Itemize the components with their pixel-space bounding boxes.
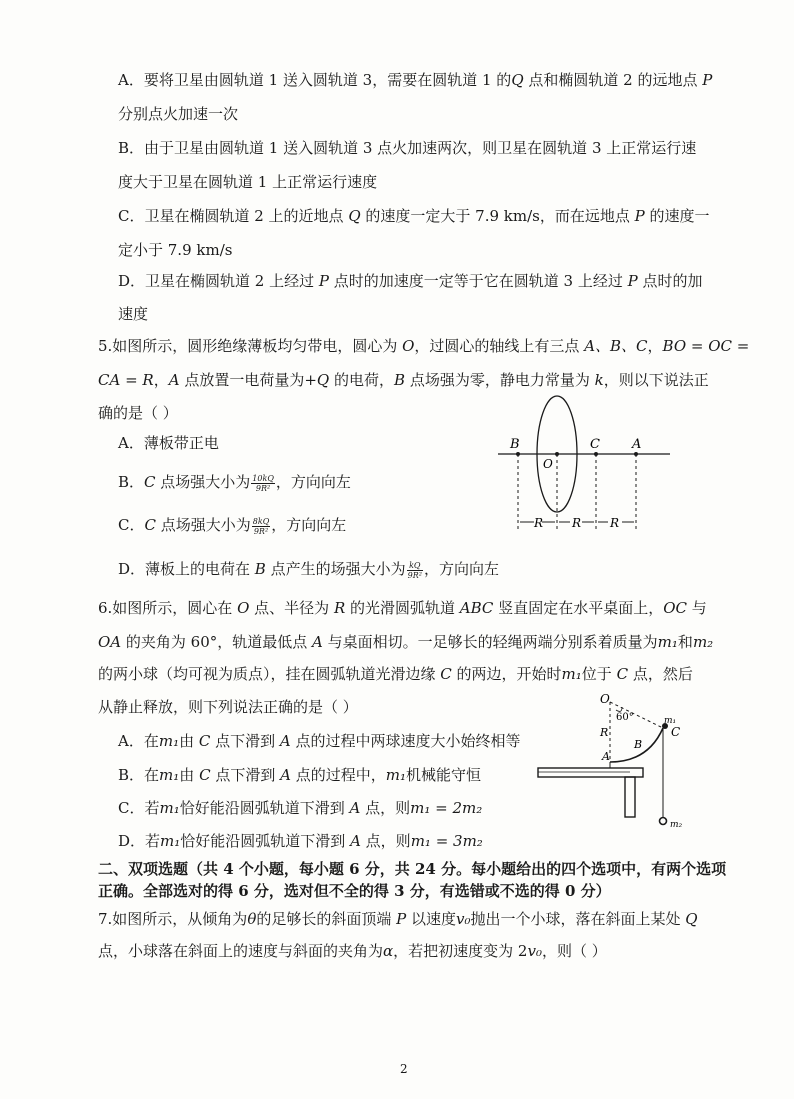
var: C xyxy=(199,766,211,784)
var: Q xyxy=(511,71,524,89)
text: 速度 xyxy=(118,305,149,323)
q4-option-b-line1 xyxy=(118,138,696,158)
q6-stem-line2 xyxy=(98,632,713,652)
text: 由 xyxy=(179,766,200,784)
var: R xyxy=(333,599,346,617)
var: P xyxy=(634,207,645,225)
text: D．卫星在椭圆轨道 2 上经过 xyxy=(118,272,319,290)
text: ， xyxy=(647,337,663,355)
label-c: C xyxy=(671,725,681,739)
var: A xyxy=(349,799,361,817)
fraction xyxy=(251,474,275,493)
q4-option-d-line1 xyxy=(118,271,702,291)
text: ，若把初速度变为 2 xyxy=(393,942,528,960)
var: ABC xyxy=(459,599,494,617)
text: 与 xyxy=(686,599,707,617)
q5-option-a xyxy=(118,433,219,453)
var: m₁ xyxy=(159,766,180,784)
text: 抛出一个小球，落在斜面上某处 xyxy=(470,910,686,928)
q5-stem-line2 xyxy=(98,370,709,390)
equation: CA = R xyxy=(98,371,154,389)
text: 点，则 xyxy=(360,832,411,850)
var: m₁ xyxy=(657,633,678,651)
label-a: A xyxy=(632,437,642,452)
q6-stem-line4 xyxy=(98,697,358,717)
text: 的速度一 xyxy=(644,207,710,225)
var: B xyxy=(394,371,406,389)
text: 的两小球（均可视为质点），挂在圆弧轨道光滑边缘 xyxy=(98,665,441,683)
label-r-3: R xyxy=(610,516,620,530)
var: A xyxy=(168,371,180,389)
var: P xyxy=(318,272,329,290)
text: 与桌面相切。一足够长的轻绳两端分别系着质量为 xyxy=(322,633,658,651)
var: v₀ xyxy=(456,910,471,928)
text: 分别点火加速一次 xyxy=(118,105,239,123)
label-c: C xyxy=(590,437,600,452)
q4-option-c-line1 xyxy=(118,206,710,226)
q4-option-d-line2 xyxy=(118,304,148,324)
text: 点下滑到 xyxy=(210,766,281,784)
text: A．在 xyxy=(118,732,159,750)
q4-option-a-line1 xyxy=(118,70,712,90)
q6-stem-line3 xyxy=(98,664,693,684)
label-b: B xyxy=(634,738,643,751)
text: C． xyxy=(118,516,145,534)
text: 点，则 xyxy=(360,799,411,817)
text: A．薄板带正电 xyxy=(118,434,219,452)
q7-stem-line2 xyxy=(98,941,607,961)
label-r: R xyxy=(600,726,609,739)
var: m₁ xyxy=(159,799,180,817)
equation: m₁ = 2m₂ xyxy=(410,799,483,817)
text: 定小于 7.9 km/s xyxy=(118,241,233,259)
text: 点场强为零，静电力常量为 xyxy=(405,371,595,389)
var: α xyxy=(383,942,394,960)
section2-heading-line1 xyxy=(98,859,726,879)
denominator: 9R² xyxy=(253,526,269,536)
var: C xyxy=(440,665,452,683)
var: v₀ xyxy=(527,942,542,960)
text: 的足够长的斜面顶端 xyxy=(256,910,397,928)
text: 点放置一电荷量为+ xyxy=(179,371,317,389)
text: 正确。全部选对的得 6 分，选对但不全的得 3 分，有选错或不选的得 0 分） xyxy=(98,882,611,900)
q6-option-d xyxy=(118,831,483,851)
text: ，方向向左 xyxy=(271,516,347,534)
text: B．在 xyxy=(118,766,160,784)
q5-option-b xyxy=(118,472,351,493)
text: 确的是（ ） xyxy=(98,404,178,422)
text: 以速度 xyxy=(406,910,456,928)
text: D．若 xyxy=(118,832,161,850)
var: A xyxy=(350,832,361,850)
text: ，过圆心的轴线上有三点 xyxy=(414,337,585,355)
text: A．要将卫星由圆轨道 1 送入圆轨道 3，需要在圆轨道 1 的 xyxy=(118,71,512,89)
text: 的速度一定大于 7.9 km/s，而在远地点 xyxy=(360,207,635,225)
var: OA xyxy=(98,633,122,651)
var: m₁ xyxy=(385,766,406,784)
text: ，方向向左 xyxy=(275,473,351,491)
text: 点，然后 xyxy=(628,665,693,683)
q6-option-b xyxy=(118,765,481,785)
fraction xyxy=(407,561,423,580)
text: 位于 xyxy=(581,665,617,683)
var: Q xyxy=(316,371,330,389)
text: 从静止释放，则下列说法正确的是（ ） xyxy=(98,698,358,716)
q6-option-a xyxy=(118,731,521,751)
equation: m₁ = 3m₂ xyxy=(410,832,483,850)
label-m2: m₂ xyxy=(670,820,683,830)
label-o: O xyxy=(600,692,610,706)
text: 7.如图所示，从倾角为 xyxy=(98,910,248,928)
text: 点的过程中两球速度大小始终相等 xyxy=(290,732,521,750)
text: B．由于卫星由圆轨道 1 送入圆轨道 3 点火加速两次，则卫星在圆轨道 3 上正常运行速 xyxy=(118,139,697,157)
var: C xyxy=(144,516,156,534)
text: ，则（ ） xyxy=(541,942,607,960)
table-leg xyxy=(625,777,635,817)
fraction xyxy=(252,517,271,536)
section2-heading-line2 xyxy=(98,881,611,901)
var: O xyxy=(237,599,250,617)
text: 点时的加 xyxy=(637,272,703,290)
q5-figure xyxy=(490,392,680,542)
var: P xyxy=(702,71,713,89)
ball-m2 xyxy=(660,818,667,825)
var: A xyxy=(280,766,291,784)
numerator: 8kQ xyxy=(252,516,270,526)
text: 点下滑到 xyxy=(210,732,280,750)
text: ， xyxy=(153,371,169,389)
var: θ xyxy=(247,910,257,928)
text: 由 xyxy=(179,732,199,750)
label-r-2: R xyxy=(572,516,582,530)
text: 点产生的场强大小为 xyxy=(265,560,406,578)
var: P xyxy=(396,910,407,928)
denominator: 9R² xyxy=(407,570,422,580)
var: C xyxy=(616,665,629,683)
var: A、B、C xyxy=(584,337,648,355)
q5-option-d xyxy=(118,559,499,580)
text: 的两边，开始时 xyxy=(451,665,562,683)
text: 点场强大小为 xyxy=(155,473,251,491)
numerator: 10kQ xyxy=(252,473,274,483)
label-angle: 60° xyxy=(616,712,634,723)
page-number: 2 xyxy=(400,1062,408,1076)
text: ，方向向左 xyxy=(423,560,499,578)
var: Q xyxy=(685,910,698,928)
label-o: O xyxy=(543,457,553,471)
denominator: 9R² xyxy=(255,483,271,493)
text: 的光滑圆弧轨道 xyxy=(345,599,460,617)
table-top xyxy=(538,768,643,777)
label-r-1: R xyxy=(534,516,544,530)
var: m₁ xyxy=(160,832,181,850)
text: B． xyxy=(118,473,145,491)
var: C xyxy=(144,473,156,491)
var: m₂ xyxy=(692,633,714,651)
text: 恰好能沿圆弧轨道下滑到 xyxy=(180,832,351,850)
var: C xyxy=(198,732,211,750)
q6-option-c xyxy=(118,798,482,818)
label-b: B xyxy=(510,437,520,452)
label-a: A xyxy=(602,750,610,763)
q6-stem-line1 xyxy=(98,598,707,618)
var: B xyxy=(254,560,266,578)
q5-option-c xyxy=(118,515,346,536)
text: 二、双项选题（共 4 个小题，每小题 6 分，共 24 分。每小题给出的四个选项中，有两个选项 xyxy=(98,860,727,878)
numerator: kQ xyxy=(407,561,423,571)
text: C．卫星在椭圆轨道 2 上的近地点 xyxy=(118,207,349,225)
text: 的夹角为 60°，轨道最低点 xyxy=(121,633,313,651)
equation: BO = OC = xyxy=(662,337,750,355)
text: 的电荷， xyxy=(329,371,395,389)
q4-option-c-line2 xyxy=(118,240,232,260)
q4-option-b-line2 xyxy=(118,172,377,192)
text: 6.如图所示，圆心在 xyxy=(98,599,238,617)
q7-stem-line1 xyxy=(98,909,698,929)
text: 点时的加速度一定等于它在圆轨道 3 上经过 xyxy=(328,272,628,290)
var: Q xyxy=(348,207,361,225)
var: k xyxy=(594,371,604,389)
text: 5.如图所示，圆形绝缘薄板均匀带电，圆心为 xyxy=(98,337,403,355)
text: C．若 xyxy=(118,799,160,817)
text: 点，小球落在斜面上的速度与斜面的夹角为 xyxy=(98,942,384,960)
var: OC xyxy=(663,599,687,617)
text: 点和椭圆轨道 2 的远地点 xyxy=(523,71,703,89)
var: O xyxy=(402,337,415,355)
var: m₁ xyxy=(158,732,180,750)
q4-option-a-line2 xyxy=(118,104,238,124)
text: 点的过程中， xyxy=(290,766,386,784)
var: P xyxy=(627,272,638,290)
var: m₁ xyxy=(561,665,582,683)
label-m1: m₁ xyxy=(664,716,677,726)
q5-stem-line1 xyxy=(98,336,749,356)
text: 和 xyxy=(677,633,693,651)
text: 度大于卫星在圆轨道 1 上正常运行速度 xyxy=(118,173,378,191)
var: A xyxy=(279,732,291,750)
q5-stem-line3 xyxy=(98,403,178,423)
text: D．薄板上的电荷在 xyxy=(118,560,255,578)
text: ，则以下说法正 xyxy=(603,371,709,389)
var: A xyxy=(312,633,323,651)
text: 点、半径为 xyxy=(249,599,334,617)
text: 恰好能沿圆弧轨道下滑到 xyxy=(179,799,350,817)
text: 竖直固定在水平桌面上， xyxy=(493,599,664,617)
text: 点场强大小为 xyxy=(155,516,251,534)
text: 机械能守恒 xyxy=(405,766,481,784)
q6-figure xyxy=(530,690,700,835)
